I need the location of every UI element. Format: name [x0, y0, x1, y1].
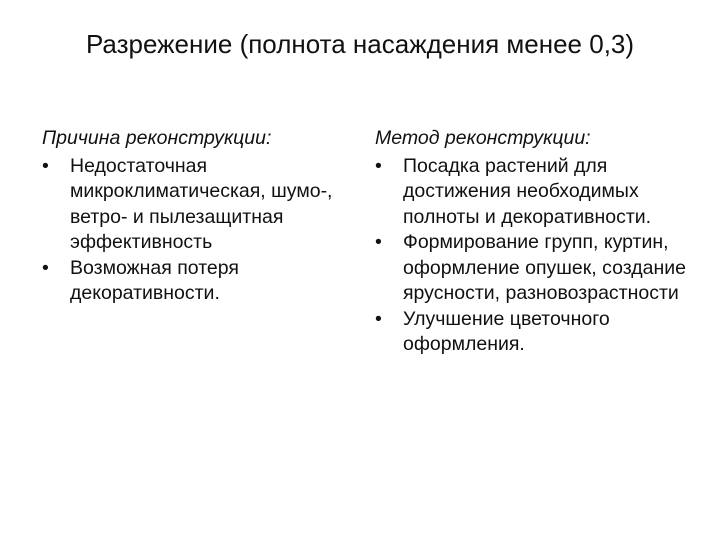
cause-list	[42, 154, 342, 307]
method-item	[375, 307, 695, 358]
cause-item-text: Недостаточная микроклиматическая, шумо-, ветро- и пылезащитная эффективность	[70, 154, 333, 253]
bullet-icon: •	[375, 154, 382, 177]
bullet-icon: •	[375, 307, 382, 330]
cause-item	[42, 256, 342, 307]
method-item	[375, 230, 695, 307]
cause-heading: Причина реконструкции:	[42, 127, 272, 149]
method-item-text: Улучшение цветочного оформления.	[403, 307, 610, 355]
method-item	[375, 154, 695, 231]
bullet-icon: •	[42, 154, 49, 177]
method-heading: Метод реконструкции:	[375, 127, 591, 149]
bullet-icon: •	[42, 256, 49, 279]
cause-item-text: Возможная потеря декоративности.	[70, 256, 239, 304]
reconstruction-method-column	[375, 126, 695, 358]
reconstruction-cause-column	[42, 126, 342, 307]
slide-title: Разрежение (полнота насаждения менее 0,3)	[85, 29, 635, 59]
method-item-text: Посадка растений для достижения необходимых полноты и декоративности.	[403, 154, 652, 228]
method-item-text: Формирование групп, куртин, оформление опушек, создание ярусности, разновозрастности	[403, 231, 686, 304]
method-list	[375, 154, 695, 358]
cause-item	[42, 154, 342, 256]
bullet-icon: •	[375, 231, 382, 253]
